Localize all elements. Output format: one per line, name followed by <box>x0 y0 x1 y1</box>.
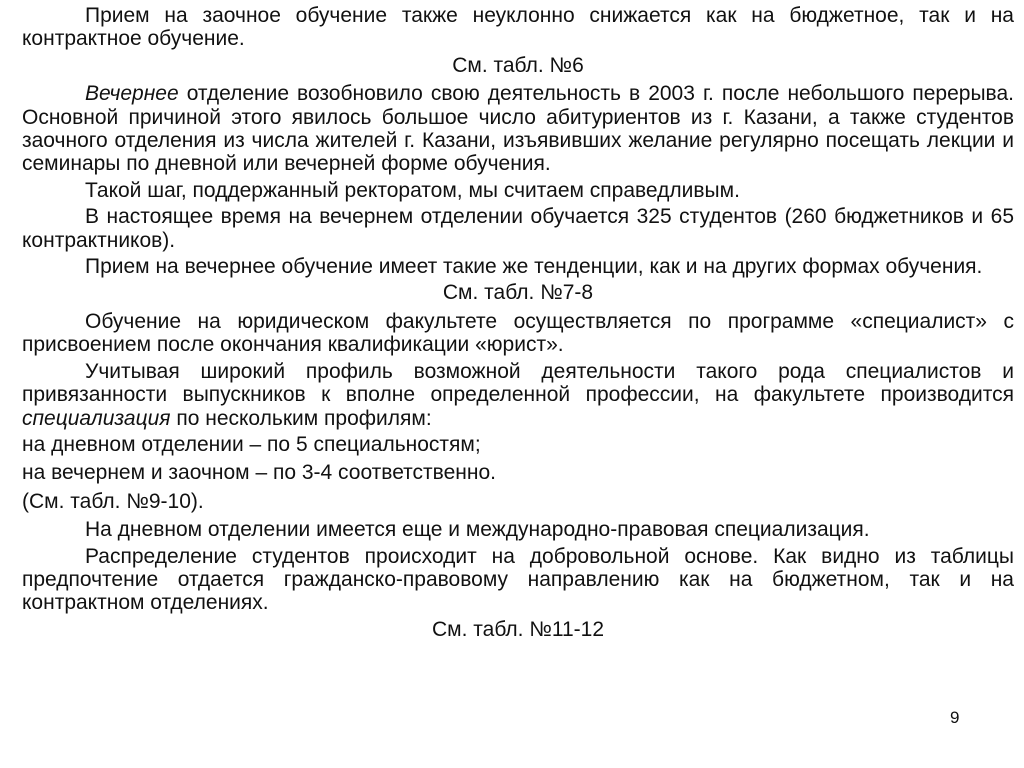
emphasis-evening: Вечернее <box>85 82 179 106</box>
paragraph-evening-students-count: В настоящее время на вечернем отделении обучается 325 студентов (260 бюджетников и 65 контрактников). <box>22 205 1014 252</box>
page-number: 9 <box>950 708 960 727</box>
paragraph-student-distribution: Распределение студентов происходит на добровольной основе. Как видно из таблицы предпочтение отдается гражданско-правовому направлению как на бюджетном, так и на контрактном отделениях. <box>22 544 1014 615</box>
specialization-text-before: Учитывая широкий профиль возможной деятельности такого рода специалистов и привязанности выпускников к вполне определенной профессии, на факультете производится <box>22 359 1014 407</box>
paragraph-evening-admission-trends: Прием на вечернее обучение имеет такие же тенденции, как и на других формах обучения. <box>85 255 983 279</box>
paragraph-specialization <box>22 360 1014 430</box>
paragraph-evening-department <box>22 82 1014 176</box>
table-reference-7-8: См. табл. №7-8 <box>442 281 594 305</box>
specialization-text-after: по нескольким профилям: <box>170 406 432 430</box>
paragraph-international-law: На дневном отделении имеется еще и международно-правовая специализация. <box>85 518 870 542</box>
paragraph-law-faculty-program: Обучение на юридическом факультете осуществляется по программе «специалист» с присвоением после окончания квалификации «юрист». <box>22 309 1014 357</box>
table-reference-6: См. табл. №6 <box>452 53 584 77</box>
line-day-department: на дневном отделении – по 5 специальностям; <box>22 432 481 456</box>
paragraph-evening-text: отделение возобновило свою деятельность в 2003 г. после небольшого перерыва. Основной причиной этого явилось большое число абитуриентов из г. Казани, а также студентов заочного отделения из числа жителей г. Казани, изъявивших желание регулярно посещать лекции и семинары по дневной или вечерней форме обучения. <box>22 82 1014 176</box>
paragraph-correspondence-admission: Прием на заочное обучение также неуклонно снижается как на бюджетное, так и на контрактное обучение. <box>22 4 1014 51</box>
document-page <box>22 4 1014 646</box>
emphasis-specialization: специализация <box>22 406 171 430</box>
table-reference-9-10: (См. табл. №9-10). <box>22 489 204 513</box>
table-reference-11-12: См. табл. №11-12 <box>431 617 605 641</box>
line-evening-correspondence: на вечернем и заочном – по 3-4 соответственно. <box>22 461 496 485</box>
paragraph-rectorate-decision: Такой шаг, поддержанный ректоратом, мы считаем справедливым. <box>85 178 740 202</box>
